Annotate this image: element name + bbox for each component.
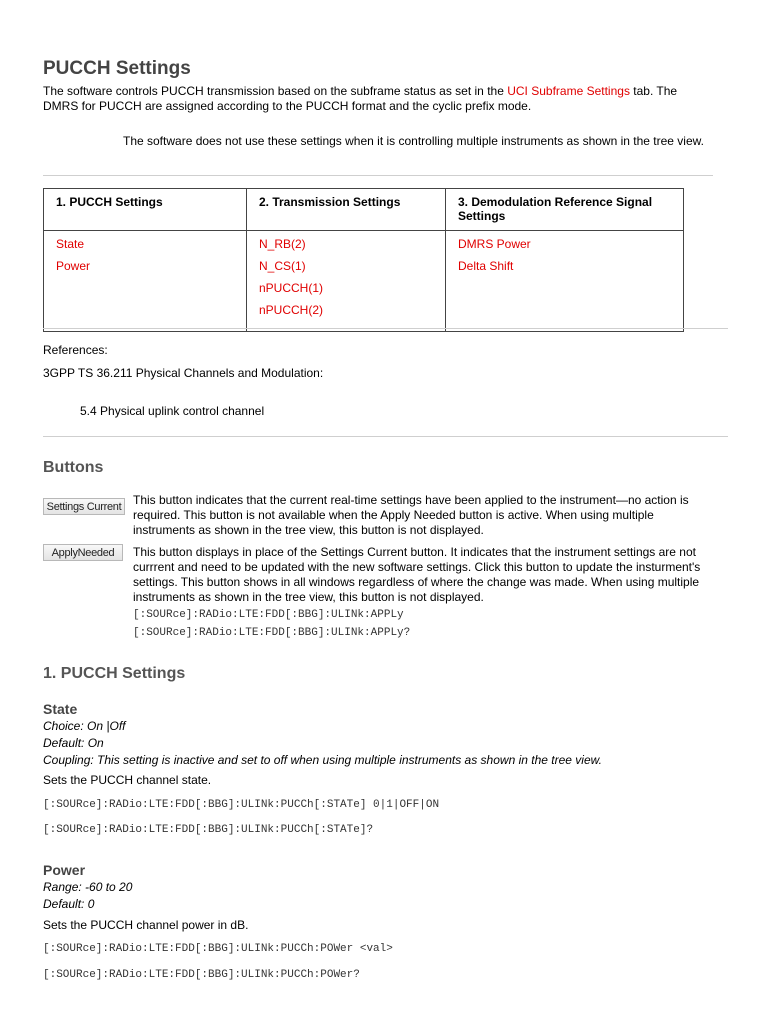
state-choice: Choice: On |Off: [43, 719, 126, 733]
table-header-dmrs: 3. Demodulation Reference Signal Settings: [446, 189, 684, 231]
divider: [43, 175, 713, 176]
pucch-settings-title: 1. PUCCH Settings: [43, 665, 186, 682]
link-power[interactable]: Power: [56, 259, 91, 273]
state-command: [:SOURce]:RADio:LTE:FDD[:BBG]:ULINk:PUCCh[:STATe] 0|1|OFF|ON: [43, 799, 440, 811]
divider: [43, 436, 728, 437]
apply-needed-button[interactable]: ApplyNeeded: [43, 544, 123, 561]
link-state[interactable]: State: [56, 237, 85, 251]
apply-needed-description: This button displays in place of the Settings Current button. It indicates that the instrument settings are not currrent and need to be updated with the new software settings. Click this button to update the insturment's settings. This button shows in all windows regardless of where the change was made. When using multiple instruments as shown in the tree view, this button is not displayed.: [133, 545, 701, 604]
power-default: Default: 0: [43, 897, 95, 911]
link-npucch-2[interactable]: nPUCCH(2): [259, 303, 324, 317]
power-title: Power: [43, 862, 86, 878]
state-coupling: Coupling: This setting is inactive and set to off when using multiple instruments as shown in the tree view.: [43, 753, 602, 767]
apply-query-command: [:SOURce]:RADio:LTE:FDD[:BBG]:ULINk:APPLy?: [133, 627, 411, 639]
table-col-dmrs: [446, 231, 684, 332]
intro-text-1: The software controls PUCCH transmission based on the subframe status as set in the: [43, 84, 508, 98]
table-col-pucch: [44, 231, 247, 332]
intro-paragraph: [43, 84, 713, 114]
power-query-command: [:SOURce]:RADio:LTE:FDD[:BBG]:ULINk:PUCCh:POWer?: [43, 969, 360, 981]
state-title: State: [43, 701, 78, 717]
link-n-cs-1[interactable]: N_CS(1): [259, 259, 306, 273]
link-npucch-1[interactable]: nPUCCH(1): [259, 281, 324, 295]
state-query-command: [:SOURce]:RADio:LTE:FDD[:BBG]:ULINk:PUCCh[:STATe]?: [43, 824, 374, 836]
table-col-transmission: [247, 231, 446, 332]
references-section: 5.4 Physical uplink control channel: [80, 404, 265, 418]
references-doc: 3GPP TS 36.211 Physical Channels and Modulation:: [43, 366, 324, 380]
state-default: Default: On: [43, 736, 104, 750]
intro-text-2: tab. The DMRS for PUCCH are assigned according to the PUCCH format and the cyclic prefix mode.: [43, 84, 678, 113]
power-command: [:SOURce]:RADio:LTE:FDD[:BBG]:ULINk:PUCCh:POWer <val>: [43, 943, 393, 955]
apply-command: [:SOURce]:RADio:LTE:FDD[:BBG]:ULINk:APPLy: [133, 609, 404, 621]
settings-current-description: This button indicates that the current real-time settings have been applied to the instrument—no action is required. This button is not available when the Apply Needed button is active. When using multiple instruments as shown in the tree view, this button is not displayed.: [133, 493, 689, 537]
page-title: PUCCH Settings: [43, 58, 191, 79]
power-description: Sets the PUCCH channel power in dB.: [43, 918, 249, 932]
table-header-transmission: 2. Transmission Settings: [247, 189, 446, 231]
link-delta-shift[interactable]: Delta Shift: [458, 259, 514, 273]
state-description: Sets the PUCCH channel state.: [43, 773, 212, 787]
uci-subframe-settings-link[interactable]: UCI Subframe Settings: [507, 84, 630, 98]
references-label: References:: [43, 343, 108, 357]
power-range: Range: -60 to 20: [43, 880, 133, 894]
settings-current-button[interactable]: Settings Current: [43, 498, 125, 515]
note-text: The software does not use these settings when it is controlling multiple instruments as shown in the tree view.: [123, 134, 704, 148]
divider: [43, 328, 728, 329]
table-header-pucch: 1. PUCCH Settings: [44, 189, 247, 231]
link-n-rb-2[interactable]: N_RB(2): [259, 237, 306, 251]
link-dmrs-power[interactable]: DMRS Power: [458, 237, 531, 251]
buttons-section-title: Buttons: [43, 459, 104, 476]
settings-table: [43, 188, 684, 332]
